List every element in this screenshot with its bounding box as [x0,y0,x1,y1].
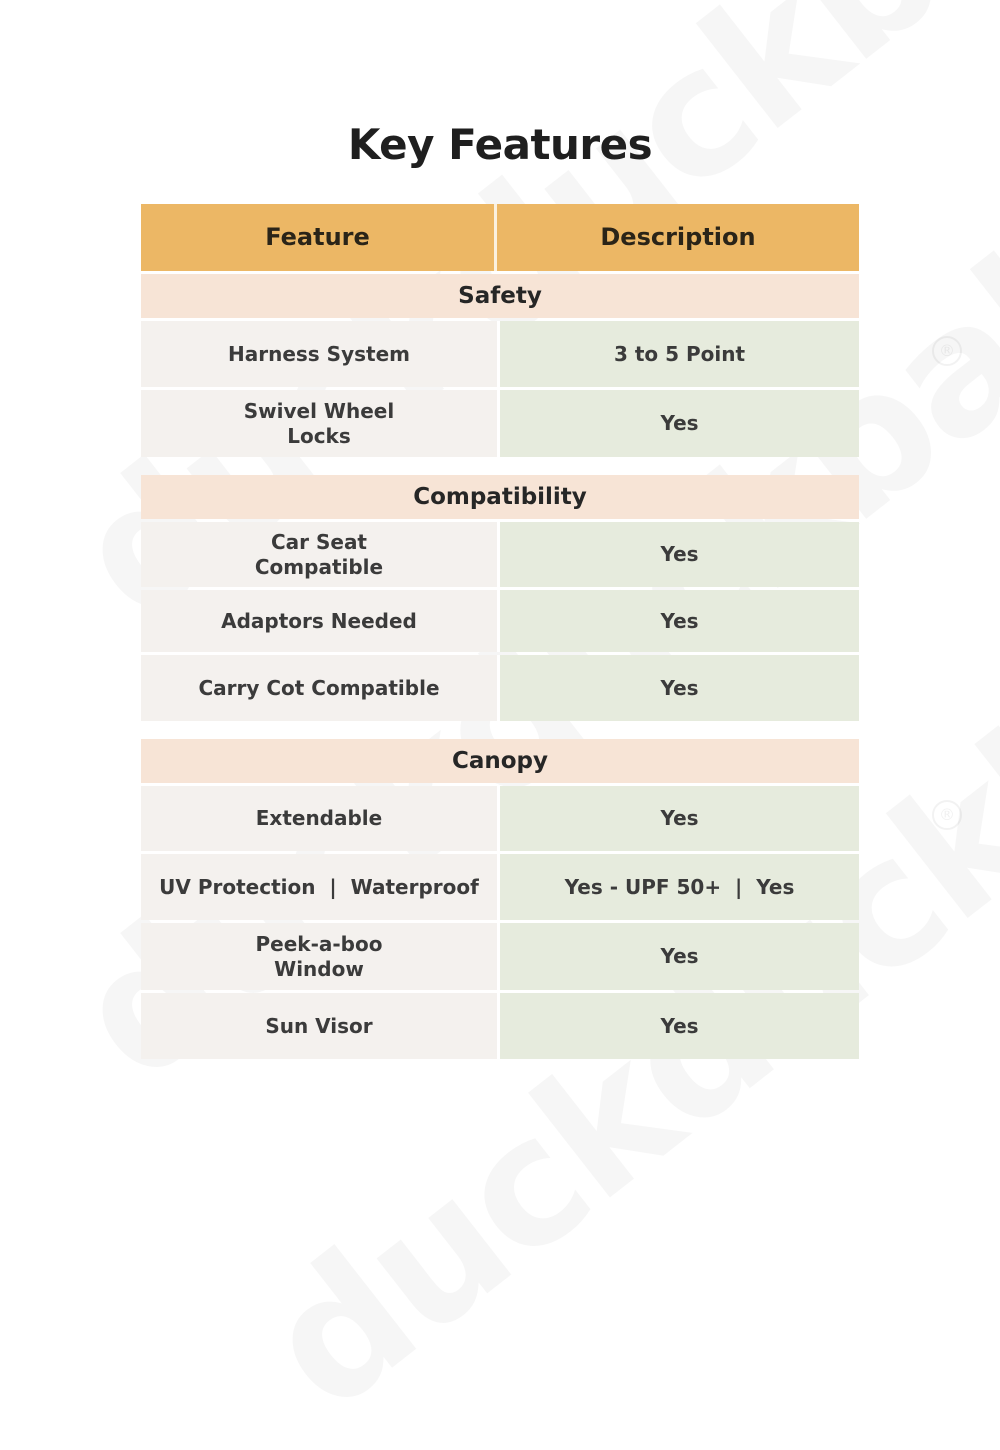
header-feature: Feature [141,204,497,271]
registered-mark-icon: ® [932,336,962,366]
table-row [141,923,859,990]
description-cell: Yes [497,655,859,721]
section-title-safety: Safety [141,274,859,318]
feature-cell: Carry Cot Compatible [141,655,497,721]
feature-cell: Harness System [141,321,497,387]
description-cell: Yes [497,522,859,587]
feature-cell: UV Protection | Waterproof [141,854,497,920]
description-cell: Yes [497,590,859,652]
description-cell: Yes [497,786,859,851]
feature-cell: Car Seat Compatible [141,522,497,587]
description-cell: 3 to 5 Point [497,321,859,387]
registered-mark-icon: ® [932,800,962,830]
description-cell: Yes [497,993,859,1059]
feature-cell: Extendable [141,786,497,851]
description-cell: Yes - UPF 50+ | Yes [497,854,859,920]
table-row [141,854,859,920]
table-row [141,786,859,851]
page-title: Key Features [347,120,653,169]
table-row [141,522,859,587]
table-row [141,655,859,721]
section-title-compatibility: Compatibility [141,475,859,519]
header-description: Description [497,204,859,271]
description-cell: Yes [497,390,859,457]
table-row [141,321,859,387]
section-row [141,274,859,318]
feature-cell: Peek-a-boo Window [141,923,497,990]
feature-cell: Swivel Wheel Locks [141,390,497,457]
description-cell: Yes [497,923,859,990]
section-row [141,739,859,783]
table-row [141,590,859,652]
table-row [141,390,859,457]
section-row [141,475,859,519]
table-row [141,993,859,1059]
feature-cell: Sun Visor [141,993,497,1059]
features-table [141,204,859,1059]
feature-cell: Adaptors Needed [141,590,497,652]
table-header-row [141,204,859,271]
section-title-canopy: Canopy [141,739,859,783]
